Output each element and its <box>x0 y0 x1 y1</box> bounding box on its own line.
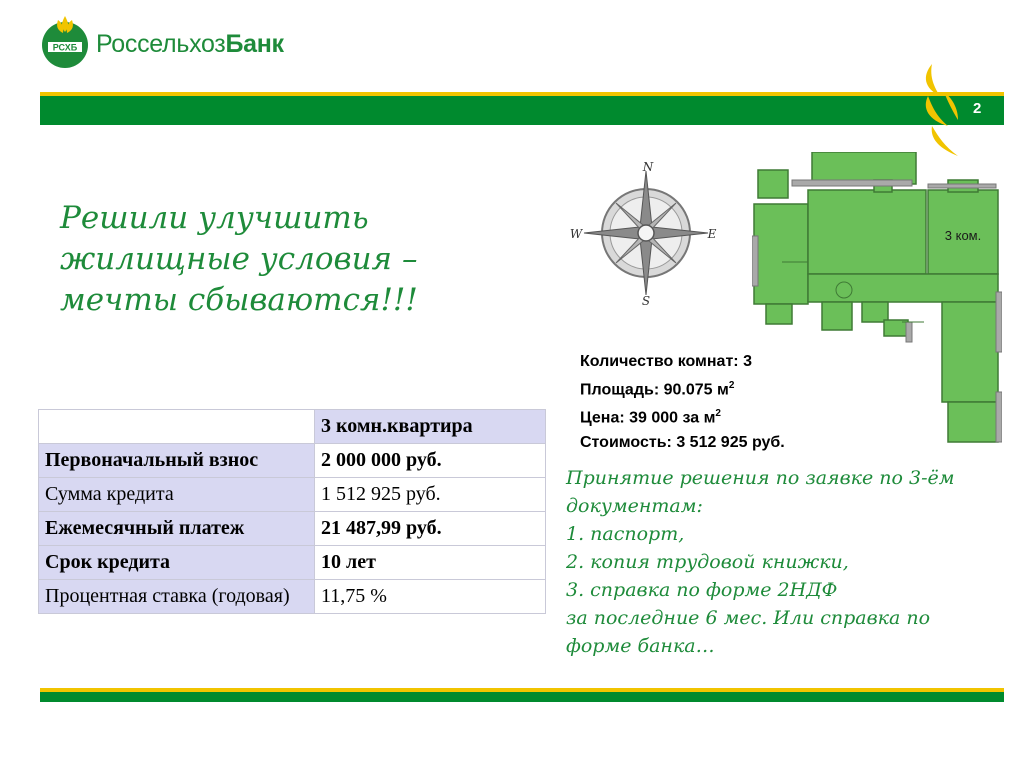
documents-line: 1. паспорт, <box>566 523 685 545</box>
compass-south-label: S <box>641 294 651 307</box>
area-value: Площадь: 90.075 м <box>580 381 729 399</box>
page-number: 2 <box>973 100 982 117</box>
table-row-label: Процентная ставка (годовая) <box>39 580 315 614</box>
table-row-label: Первоначальный взнос <box>39 444 315 478</box>
price-line <box>580 402 785 430</box>
total-cost: Стоимость: 3 512 925 руб. <box>580 433 785 451</box>
compass-east-label: E <box>707 227 717 241</box>
price-value: Цена: 39 000 за м <box>580 409 716 427</box>
area-unit-sup: 2 <box>728 380 735 391</box>
room-label: 3 ком. <box>944 228 982 243</box>
compass-rose-icon <box>566 157 726 307</box>
table-row <box>39 512 546 546</box>
headline <box>60 198 490 321</box>
brand-name-part1: Россельхоз <box>96 30 226 58</box>
compass-north-label: N <box>642 160 654 174</box>
documents-line: Принятие решения по заявке по 3-ём <box>566 467 955 489</box>
headline-line: жилищные условия – <box>60 241 418 277</box>
bank-logo-icon <box>40 12 90 70</box>
table-row <box>39 444 546 478</box>
table-row-label: Сумма кредита <box>39 478 315 512</box>
documents-line: документам: <box>566 495 703 517</box>
documents-line: за последние 6 мес. Или справка по <box>566 607 931 629</box>
rooms-count: Количество комнат: 3 <box>580 353 752 370</box>
headline-line: Решили улучшить <box>60 200 369 236</box>
brand-name-part2: Банк <box>225 30 284 58</box>
table-row <box>39 580 546 614</box>
footer-bar <box>40 688 1004 702</box>
header-bar <box>40 92 1004 125</box>
headline-line: мечты сбываются!!! <box>60 282 418 318</box>
table-row-value: 11,75 % <box>315 580 546 614</box>
documents-line: форме банка… <box>566 635 715 657</box>
logo-text: РСХБ <box>52 42 78 53</box>
table-header-row <box>39 410 546 444</box>
table-row-label: Ежемесячный платеж <box>39 512 315 546</box>
wheat-ear-icon <box>918 62 968 158</box>
table-row <box>39 478 546 512</box>
table-row-value: 10 лет <box>315 546 546 580</box>
compass-west-label: W <box>569 227 583 241</box>
table-row-value: 21 487,99 руб. <box>315 512 546 546</box>
price-unit-sup: 2 <box>715 408 721 420</box>
table-header-empty-cell <box>39 410 315 444</box>
floor-plan <box>752 152 1002 444</box>
documents-line: 2. копия трудовой книжки, <box>566 551 849 573</box>
area-line <box>580 374 785 402</box>
table-row-value: 2 000 000 руб. <box>315 444 546 478</box>
brand-name <box>96 30 284 59</box>
documents-line: 3. справка по форме 2НДФ <box>566 579 838 601</box>
table-header-cell: 3 комн.квартира <box>315 410 546 444</box>
documents-list <box>566 464 1021 660</box>
table-row-value: 1 512 925 руб. <box>315 478 546 512</box>
apartment-info <box>580 350 785 455</box>
loan-table <box>38 409 546 614</box>
table-row <box>39 546 546 580</box>
table-row-label: Срок кредита <box>39 546 315 580</box>
